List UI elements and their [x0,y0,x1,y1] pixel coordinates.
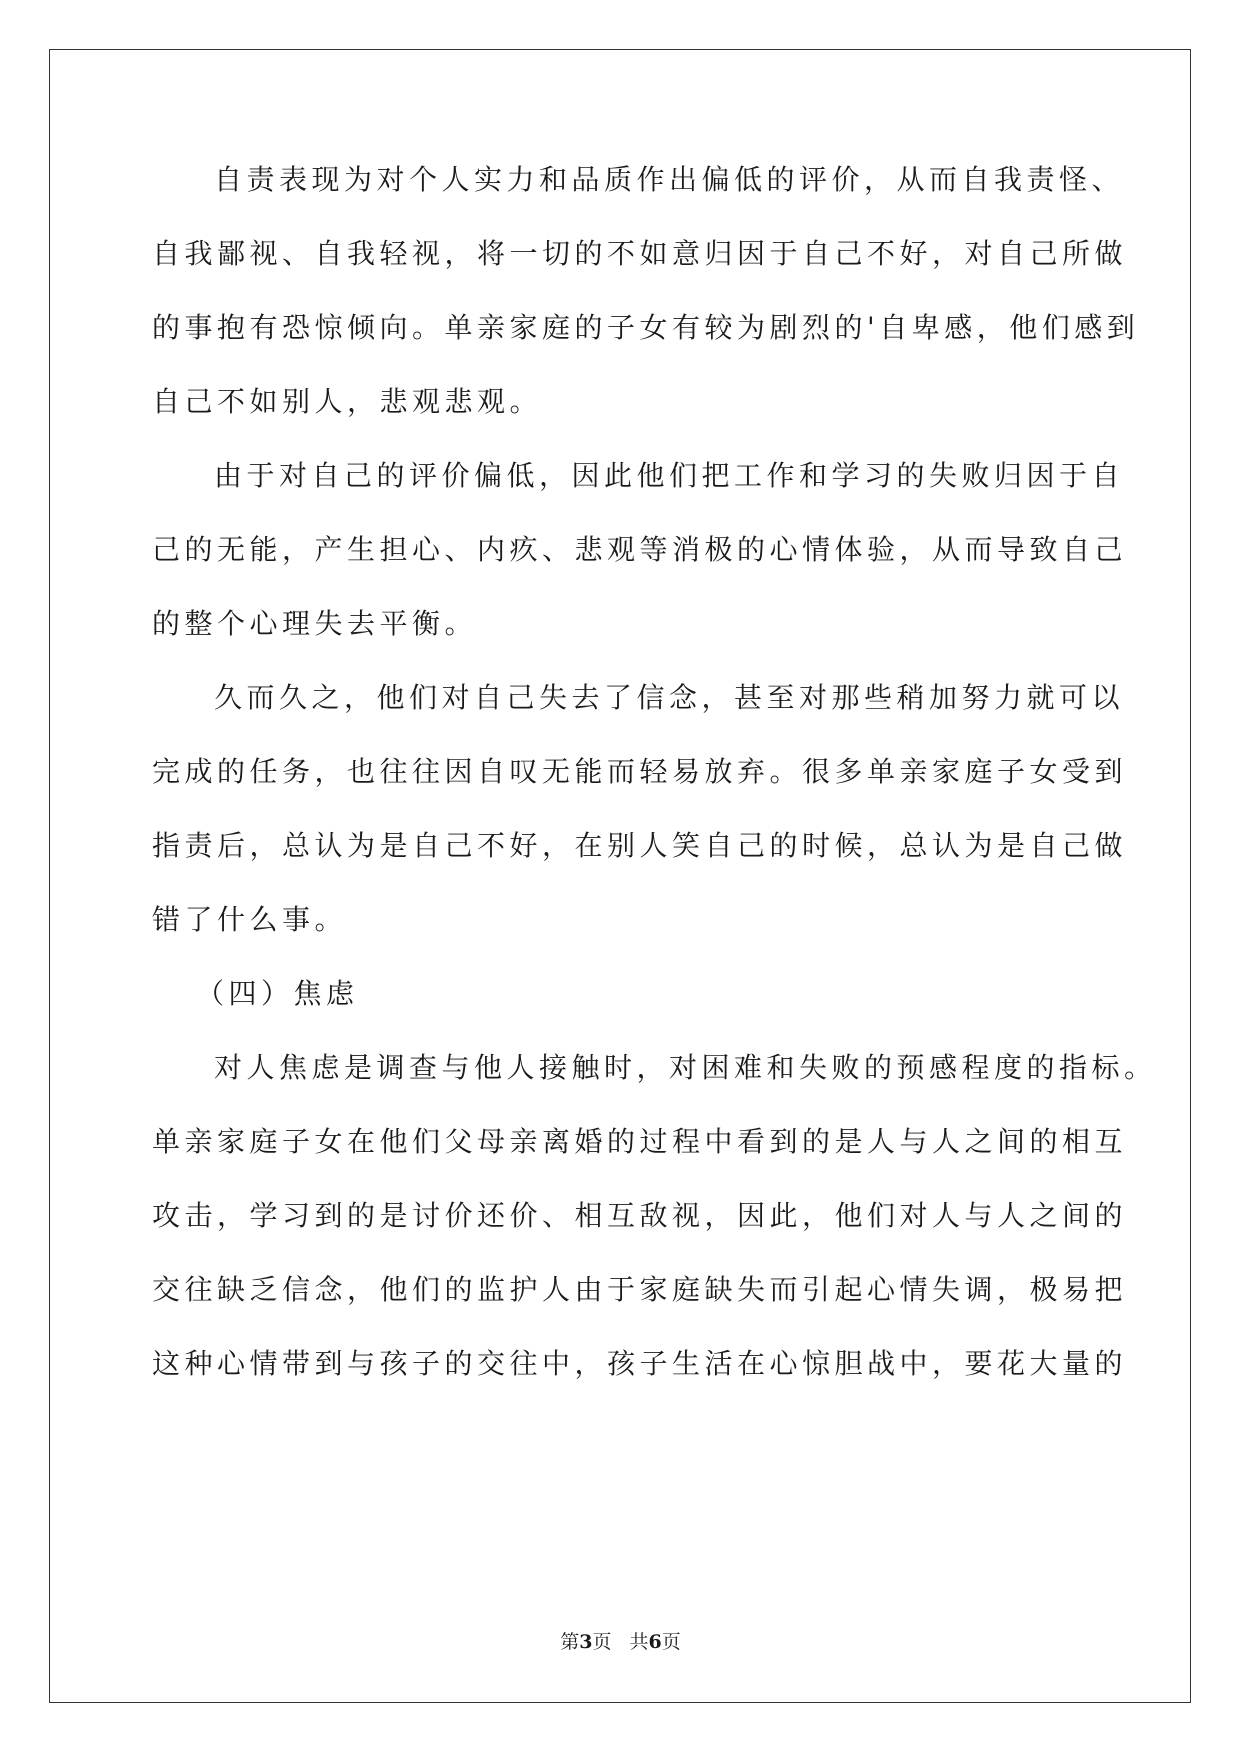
paragraph-1-line-3: 的事抱有恐惊倾向。单亲家庭的子女有较为剧烈的'自卑感，他们感到 [152,311,1140,344]
paragraph-4-line-4: 交往缺乏信念，他们的监护人由于家庭缺失而引起心情失调，极易把 [152,1273,1128,1306]
paragraph-4-line-3: 攻击，学习到的是讨价还价、相互敌视，因此，他们对人与人之间的 [152,1199,1128,1232]
paragraph-1-line-1: 自责表现为对个人实力和品质作出偏低的评价，从而自我责怪、 [214,163,1125,196]
paragraph-1-line-2: 自我鄙视、自我轻视，将一切的不如意归因于自己不好，对自己所做 [152,237,1128,270]
paragraph-1-line-4: 自己不如别人，悲观悲观。 [152,385,543,418]
total-prefix: 共 [629,1631,649,1653]
paragraph-3-line-4: 错了什么事。 [152,903,348,936]
paragraph-3-line-3: 指责后，总认为是自己不好，在别人笑自己的时候，总认为是自己做 [152,829,1128,862]
paragraph-3-line-2: 完成的任务，也往往因自叹无能而轻易放弃。很多单亲家庭子女受到 [152,755,1128,788]
page-frame [49,49,1191,1703]
page-prefix: 第 [560,1631,580,1653]
page-footer [0,1630,1241,1654]
paragraph-4-line-1: 对人焦虑是调查与他人接触时，对困难和失败的预感程度的指标。 [214,1051,1157,1084]
page-suffix: 页 [592,1631,612,1653]
page-number: 3 [579,1631,593,1653]
paragraph-3-line-1: 久而久之，他们对自己失去了信念，甚至对那些稍加努力就可以 [214,681,1125,714]
paragraph-4-line-2: 单亲家庭子女在他们父母亲离婚的过程中看到的是人与人之间的相互 [152,1125,1128,1158]
paragraph-2-line-2: 己的无能，产生担心、内疚、悲观等消极的心情体验，从而导致自己 [152,533,1128,566]
total-suffix: 页 [661,1631,681,1653]
paragraph-2-line-3: 的整个心理失去平衡。 [152,607,478,640]
section-heading: （四）焦虑 [196,977,359,1010]
paragraph-2-line-1: 由于对自己的评价偏低，因此他们把工作和学习的失败归因于自 [214,459,1125,492]
total-pages: 6 [648,1631,662,1653]
paragraph-4-line-5: 这种心情带到与孩子的交往中，孩子生活在心惊胆战中，要花大量的 [152,1347,1128,1380]
